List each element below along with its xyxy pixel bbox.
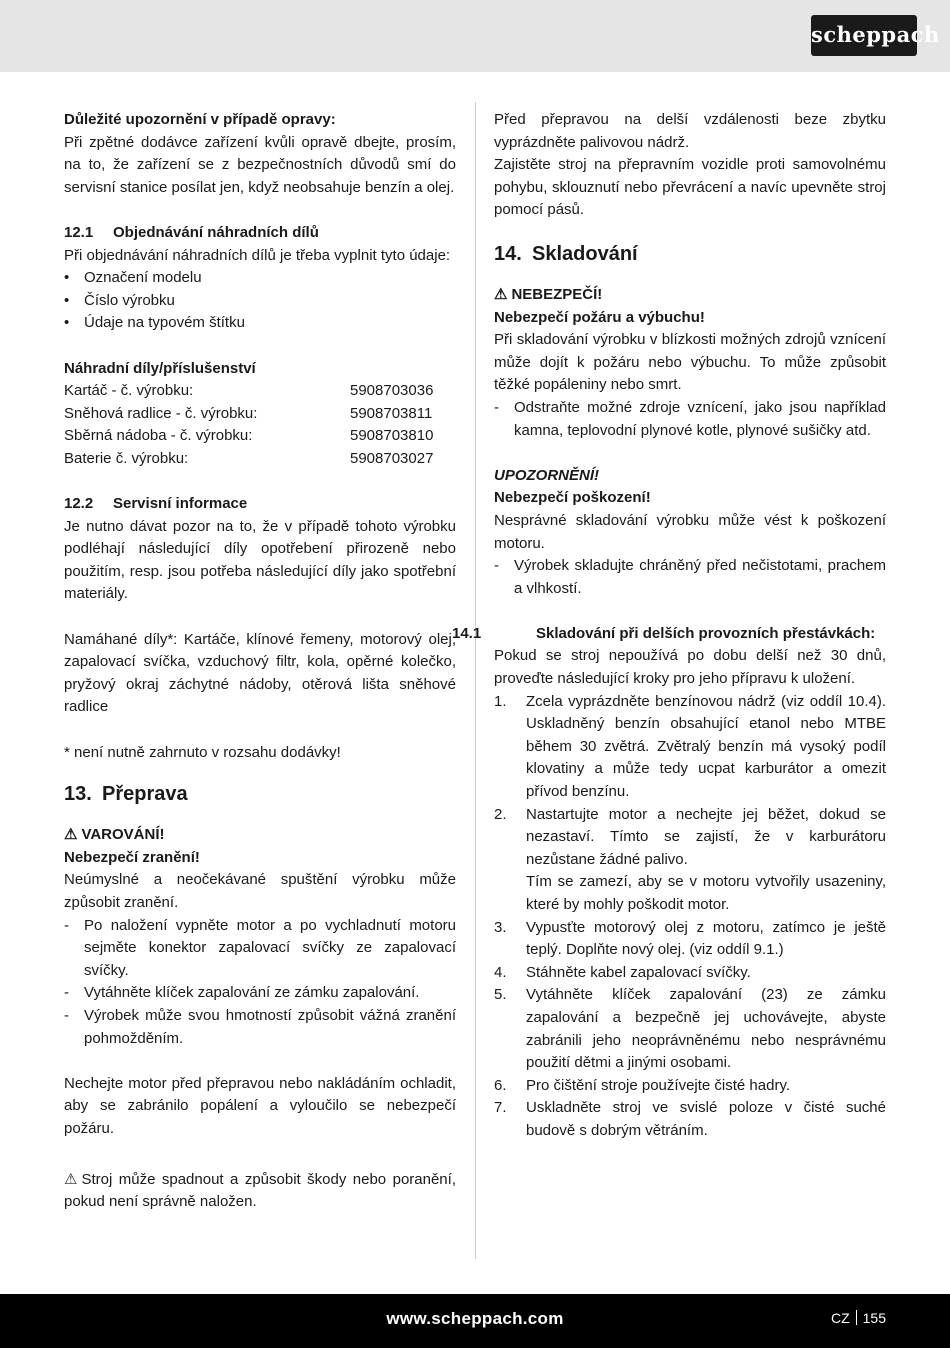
storage-steps-list	[494, 691, 886, 1143]
step-number: 4.	[494, 963, 507, 981]
caution-list	[494, 555, 886, 600]
warning-subtitle: Nebezpečí zranění!	[64, 848, 200, 866]
section-title: Skladování při delších provozních přestávkách:	[536, 624, 876, 642]
section-13-heading	[64, 780, 456, 808]
footnote: * není nutně zahrnuto v rozsahu dodávky!	[64, 743, 341, 761]
parts-row	[64, 448, 440, 471]
danger-text: Při skladování výrobku v blízkosti možných zdrojů vznícení může dojít k požáru nebo výbuchu. To může způsobit těžké popáleniny nebo smrt.	[494, 331, 886, 394]
danger-label: ⚠ NEBEZPEČÍ!	[494, 284, 886, 307]
step-text: Vytáhněte klíček zapalování (23) ze zámku zapalování a bezpečně jej uchovávejte, abyste zabránili jeho neoprávněnému nebo nesprávnému použití dětmi a jinými osobami.	[526, 986, 886, 1072]
part-number: 5908703027	[350, 449, 434, 467]
step-text: Nastartujte motor a nechejte jej běžet, dokud se nezastaví. Tímto se zajistí, že v karburátoru nezůstane žádné palivo.	[526, 805, 886, 868]
website-link[interactable]: www.scheppach.com	[386, 1309, 564, 1328]
section-14-heading	[494, 240, 886, 268]
part-number: 5908703811	[350, 404, 433, 422]
part-label: Sněhová radlice - č. výrobku:	[64, 404, 258, 422]
section-title: Objednávání náhradních dílů	[113, 223, 319, 241]
step-number: 6.	[494, 1076, 507, 1094]
repair-title: Důležité upozornění v případě opravy:	[64, 111, 336, 128]
left-column	[64, 109, 456, 1214]
list-item: - Výrobek skladujte chráněný před nečistotami, prachem a vlhkostí.	[494, 555, 886, 600]
parts-row	[64, 425, 440, 448]
list-item: • Označení modelu	[64, 267, 456, 290]
header-bar	[0, 0, 950, 72]
section-number: 13.	[64, 783, 92, 806]
part-label: Baterie č. výrobku:	[64, 449, 189, 467]
column-divider	[475, 102, 476, 1259]
warning-triangle-icon: ⚠	[494, 285, 508, 303]
step-number: 5.	[494, 986, 507, 1004]
section-number: 12.2	[64, 495, 94, 513]
list-item	[494, 691, 886, 804]
step-number: 3.	[494, 918, 507, 936]
section-title: Skladování	[532, 242, 638, 265]
cool-down-text: Nechejte motor před přepravou nebo nakládáním ochladit, aby se zabránilo popálení a vyloučilo se nebezpečí požáru.	[64, 1074, 456, 1137]
part-number: 5908703036	[350, 382, 434, 400]
part-label: Kartáč - č. výrobku:	[64, 382, 194, 400]
step-text: Pro čištění stroje používejte čisté hadry.	[526, 1076, 791, 1094]
section-12-1-heading	[64, 222, 456, 245]
logo-text: scheppach	[811, 22, 940, 47]
warning-label: ⚠ VAROVÁNÍ!	[64, 824, 456, 847]
part-label: Sběrná nádoba - č. výrobku:	[64, 427, 253, 445]
list-item	[494, 1075, 886, 1098]
page-separator	[856, 1310, 857, 1325]
parts-title: Náhradní díly/příslušenství	[64, 359, 256, 377]
list-item	[494, 984, 886, 1074]
list-item	[494, 962, 886, 985]
step-extra-text: Tím se zamezí, aby se v motoru vytvořily usazeniny, které by mohly poškodit motor.	[526, 873, 886, 913]
step-text: Zcela vyprázdněte benzínovou nádrž (viz oddíl 10.4). Uskladněný benzín obsahující etanol nebo MTBE během 30 zvětrá. Zvětralý benzín má vysoký podíl klovatiny a může tedy ucpat karburátor a omezit přívod benzínu.	[526, 692, 886, 801]
repair-text: Při zpětné dodávce zařízení kvůli opravě dbejte, prosím, na to, že zařízení se z bezpečnostních důvodů smí do servisní stanice posílat jen, když neobsahuje benzín a olej.	[64, 133, 456, 196]
list-item	[494, 1097, 886, 1142]
section-number: 14.1	[452, 624, 482, 642]
parts-row	[64, 380, 440, 403]
section-number: 14.	[494, 242, 522, 265]
step-number: 1.	[494, 692, 507, 710]
s141-intro: Pokud se stroj nepoužívá po dobu delší než 30 dnů, proveďte následující kroky pro jeho přípravu k uložení.	[494, 647, 886, 688]
scheppach-logo[interactable]	[811, 15, 940, 56]
list-item: - Výrobek může svou hmotností způsobit vážná zranění pohmožděním.	[64, 1005, 456, 1050]
warning-triangle-icon: ⚠	[64, 1170, 78, 1188]
language-code: CZ	[830, 1310, 850, 1326]
transport-text-1: Před přepravou na delší vzdálenosti beze zbytku vyprázdněte palivovou nádrž.	[494, 111, 886, 151]
order-info-list	[64, 267, 456, 335]
wear-parts-text: Namáhané díly*: Kartáče, klínové řemeny, motorový olej, zapalovací svíčka, vzduchový filtr, kola, opěrné kolečko, pryžový okraj záchytné nádoby, otěrová lišta sněhové radlice	[64, 630, 456, 716]
warning-list	[64, 915, 456, 1051]
section-title: Servisní informace	[113, 495, 248, 513]
list-item	[494, 917, 886, 962]
danger-list	[494, 397, 886, 442]
step-text: Vypusťte motorový olej z motoru, zatímco je ještě teplý. Doplňte nový olej. (viz oddíl 9.1.)	[526, 918, 886, 959]
right-column	[452, 109, 886, 1143]
list-item: - Po naložení vypněte motor a po vychladnutí motoru sejměte konektor zapalovací svíčky ze zapalovací svíčky.	[64, 915, 456, 983]
s121-intro: Při objednávání náhradních dílů je třeba vyplnit tyto údaje:	[64, 246, 451, 264]
page-indicator	[831, 1310, 886, 1326]
warning-text: Neúmyslné a neočekávané spuštění výrobku může způsobit zranění.	[64, 871, 456, 911]
danger-subtitle: Nebezpečí požáru a výbuchu!	[494, 308, 705, 326]
step-number: 7.	[494, 1099, 507, 1117]
parts-table	[64, 380, 440, 470]
section-12-2-heading	[64, 493, 456, 516]
section-title: Přeprava	[102, 783, 188, 806]
list-item: • Číslo výrobku	[64, 290, 456, 313]
warning-triangle-icon: ⚠	[64, 826, 78, 844]
step-text: Uskladněte stroj ve svislé poloze v čisté suché budově s dobrým větráním.	[526, 1099, 886, 1139]
fall-warning-text: ⚠ Stroj může spadnout a způsobit škody nebo poranění, pokud není správně naložen.	[64, 1170, 456, 1211]
transport-text-2: Zajistěte stroj na přepravním vozidle proti samovolnému pohybu, sklouznutí nebo převrácení a navíc upevněte stroj pomocí pásů.	[494, 156, 886, 219]
s122-text: Je nutno dávat pozor na to, že v případě tohoto výrobku podléhají následující díly opotřebení přirozeně nebo použitím, resp. jsou potřeba následující díly jako spotřební materiály.	[64, 517, 456, 603]
step-number: 2.	[494, 805, 507, 823]
list-item: - Odstraňte možné zdroje vznícení, jako jsou například kamna, teplovodní plynové kotle, plynové sušičky atd.	[494, 397, 886, 442]
list-item: - Vytáhněte klíček zapalování ze zámku zapalování.	[64, 982, 456, 1005]
part-number: 5908703810	[350, 427, 434, 445]
footer-bar	[0, 1294, 950, 1348]
caution-label: UPOZORNĚNÍ!	[494, 466, 599, 484]
parts-row	[64, 403, 440, 426]
section-14-1-heading	[452, 623, 886, 646]
list-item: • Údaje na typovém štítku	[64, 312, 456, 335]
list-item	[494, 804, 886, 917]
caution-text: Nesprávné skladování výrobku může vést k poškození motoru.	[494, 511, 886, 552]
page-number: 155	[862, 1310, 886, 1326]
section-number: 12.1	[64, 223, 94, 241]
step-text: Stáhněte kabel zapalovací svíčky.	[526, 963, 751, 981]
caution-subtitle: Nebezpečí poškození!	[494, 489, 651, 507]
